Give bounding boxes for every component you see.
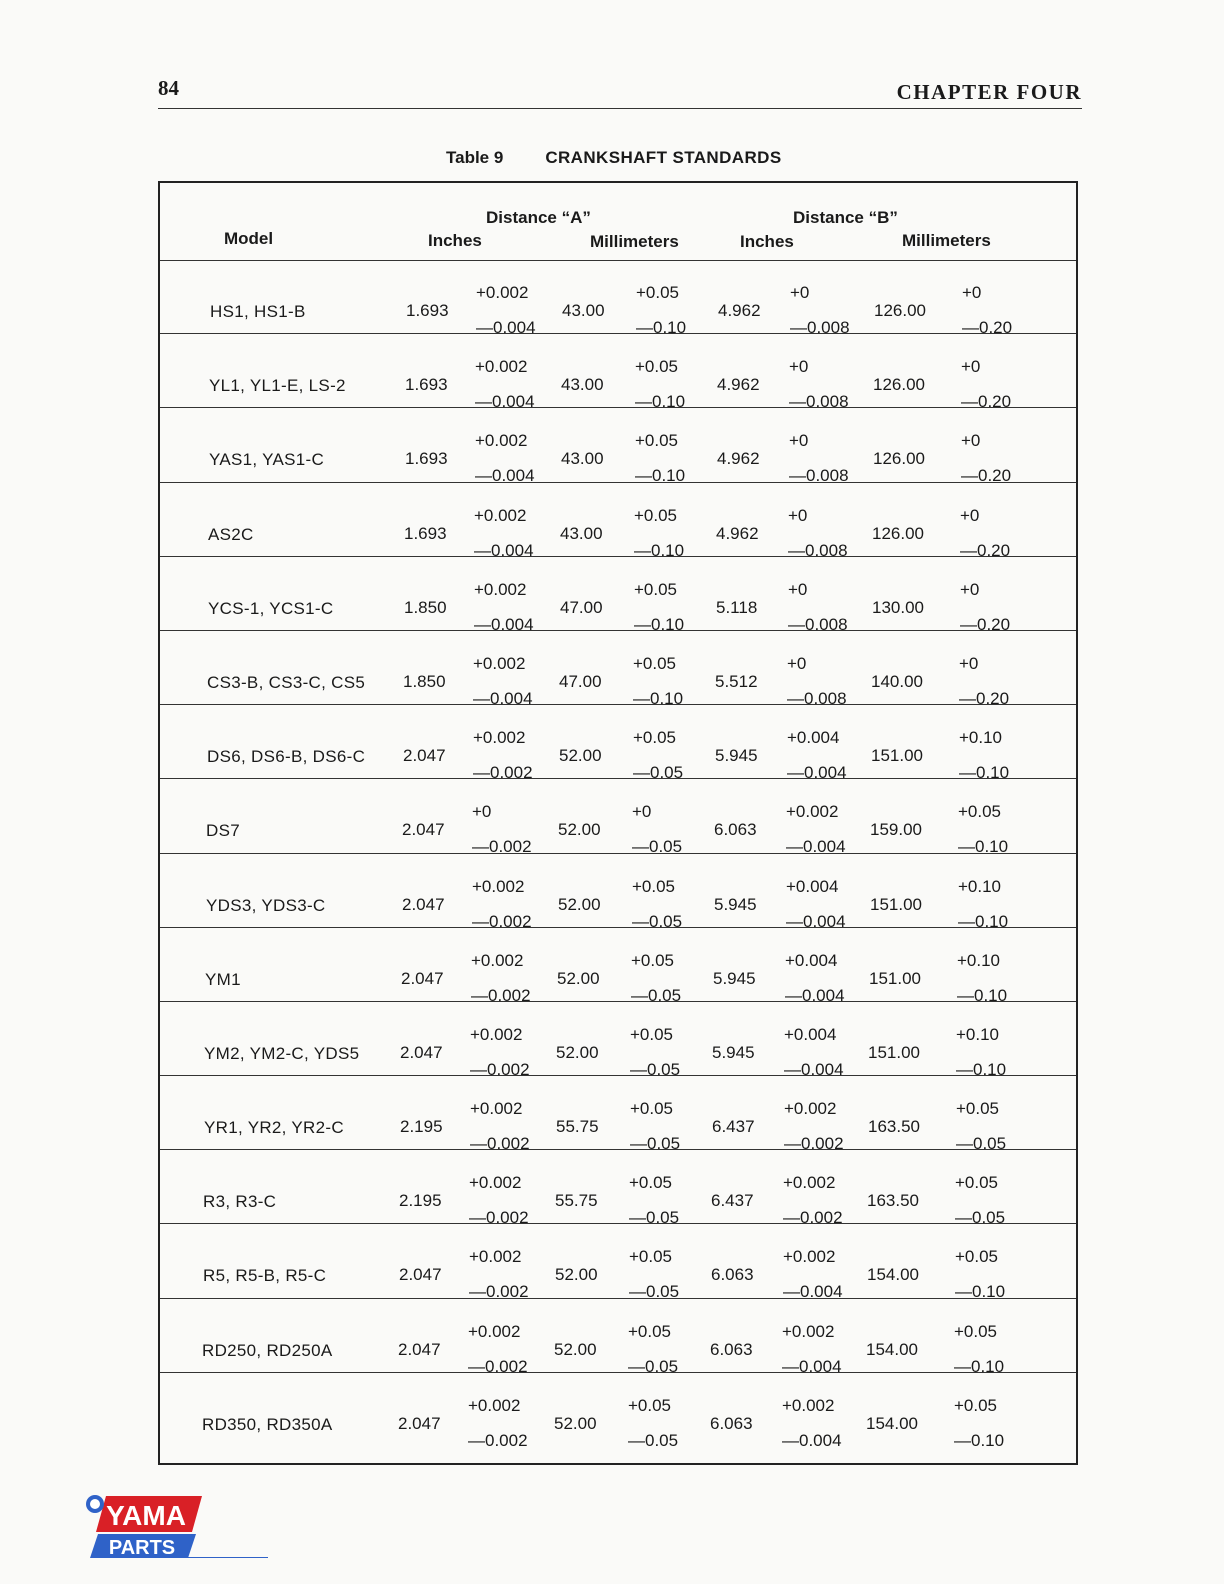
cell-b-inches-minus-tol: —0.004 <box>785 985 845 1005</box>
table-row <box>160 408 1076 486</box>
crankshaft-standards-table <box>158 181 1078 1465</box>
cell-b-millimeters-minus-tol: —0.05 <box>956 1134 1007 1154</box>
cell-b-inches: 6.437 <box>712 1117 755 1137</box>
cell-b-inches-minus-tol: —0.008 <box>789 466 849 486</box>
cell-b-millimeters: 126.00 <box>873 375 925 395</box>
cell-b-inches: 5.512 <box>715 671 758 691</box>
cell-a-millimeters-plus-tol: +0.05 <box>630 1099 674 1119</box>
cell-a-inches-plus-tol: +0.002 <box>469 1247 522 1267</box>
cell-a-inches-plus-tol: +0.002 <box>472 876 525 896</box>
cell-b-inches-plus-tol: +0 <box>790 283 810 302</box>
cell-a-inches: 2.195 <box>399 1191 442 1211</box>
table-caption <box>446 148 782 168</box>
cell-b-inches-minus-tol: —0.008 <box>788 540 848 560</box>
cell-a-inches-minus-tol: —0.002 <box>468 1356 528 1376</box>
cell-a-inches-minus-tol: —0.002 <box>469 1208 529 1228</box>
cell-b-millimeters: 126.00 <box>873 449 925 469</box>
cell-b-millimeters-plus-tol: +0 <box>960 505 980 525</box>
cell-b-inches-plus-tol: +0 <box>788 579 808 599</box>
cell-b-millimeters-minus-tol: —0.20 <box>962 318 1013 337</box>
cell-a-millimeters-plus-tol: +0.05 <box>636 283 680 302</box>
table-row <box>160 1373 1076 1450</box>
cell-a-inches-plus-tol: +0.002 <box>476 283 529 302</box>
cell-a-inches-minus-tol: —0.004 <box>474 540 534 560</box>
cell-model: YDS3, YDS3-C <box>206 895 326 915</box>
cell-a-inches-plus-tol: +0.002 <box>468 1321 521 1341</box>
cell-b-inches-plus-tol: +0.002 <box>784 1099 837 1119</box>
cell-model: YM2, YM2-C, YDS5 <box>204 1043 360 1063</box>
cell-b-inches-minus-tol: —0.002 <box>783 1208 843 1228</box>
cell-a-millimeters: 52.00 <box>557 968 600 988</box>
header-a-millimeters: Millimeters <box>590 232 679 251</box>
cell-model: HS1, HS1-B <box>210 302 306 321</box>
cell-model: YL1, YL1-E, LS-2 <box>209 376 346 396</box>
cell-b-inches: 5.118 <box>716 597 758 617</box>
cell-b-inches-minus-tol: —0.004 <box>783 1282 843 1302</box>
cell-a-millimeters: 52.00 <box>554 1413 597 1433</box>
cell-b-inches: 6.437 <box>711 1191 754 1211</box>
cell-a-inches-minus-tol: —0.002 <box>472 837 532 857</box>
cell-b-inches-minus-tol: —0.004 <box>782 1430 842 1450</box>
table-row <box>160 1299 1076 1376</box>
logo-underline <box>96 1557 268 1558</box>
cell-a-millimeters-plus-tol: +0.05 <box>634 505 678 525</box>
cell-b-millimeters-plus-tol: +0.10 <box>959 728 1003 748</box>
header-rule <box>158 108 1082 109</box>
table-row <box>160 483 1076 560</box>
cell-a-millimeters: 43.00 <box>560 523 603 543</box>
cell-model: YCS-1, YCS1-C <box>208 598 334 618</box>
cell-b-millimeters-plus-tol: +0 <box>960 579 980 599</box>
logo-yama-text: YAMA <box>106 1500 186 1531</box>
cell-model: CS3-B, CS3-C, CS5 <box>207 672 366 692</box>
cell-a-inches: 2.047 <box>401 968 444 988</box>
cell-a-millimeters-minus-tol: —0.10 <box>635 466 686 486</box>
cell-a-inches: 1.693 <box>404 523 447 543</box>
cell-b-millimeters-minus-tol: —0.20 <box>960 614 1011 634</box>
header-distance-a: Distance “A” <box>486 208 591 227</box>
cell-b-millimeters-minus-tol: —0.20 <box>961 392 1012 412</box>
table-row <box>160 557 1076 634</box>
cell-a-millimeters-plus-tol: +0.05 <box>628 1395 672 1415</box>
cell-a-inches-plus-tol: +0.002 <box>470 1024 523 1044</box>
cell-b-millimeters-minus-tol: —0.20 <box>959 688 1010 708</box>
cell-b-inches-plus-tol: +0.002 <box>782 1321 835 1341</box>
cell-b-millimeters-plus-tol: +0.05 <box>958 802 1002 822</box>
cell-a-millimeters-minus-tol: —0.05 <box>633 763 684 783</box>
cell-b-inches-plus-tol: +0 <box>787 653 807 673</box>
cell-b-inches: 5.945 <box>712 1042 755 1062</box>
cell-a-inches: 2.047 <box>402 820 445 840</box>
cell-b-inches: 4.962 <box>717 449 760 469</box>
table-row <box>160 928 1076 1005</box>
cell-b-millimeters: 151.00 <box>868 1042 920 1062</box>
cell-b-millimeters-plus-tol: +0.10 <box>956 1024 1000 1044</box>
header-b-inches: Inches <box>740 232 794 251</box>
cell-a-millimeters-plus-tol: +0.05 <box>632 876 676 896</box>
cell-b-inches: 6.063 <box>711 1265 754 1285</box>
cell-a-millimeters-minus-tol: —0.10 <box>634 540 685 560</box>
cell-model: YM1 <box>205 969 241 989</box>
cell-a-millimeters: 55.75 <box>556 1117 599 1137</box>
cell-b-millimeters: 154.00 <box>866 1339 918 1359</box>
cell-a-millimeters-minus-tol: —0.05 <box>631 985 682 1005</box>
cell-a-millimeters-minus-tol: —0.05 <box>632 911 683 931</box>
cell-a-millimeters-minus-tol: —0.10 <box>634 614 685 634</box>
cell-b-inches-plus-tol: +0.002 <box>783 1247 836 1267</box>
cell-a-millimeters-minus-tol: —0.10 <box>635 392 686 412</box>
cell-b-millimeters: 151.00 <box>870 894 922 914</box>
cell-a-inches-plus-tol: +0.002 <box>470 1099 523 1119</box>
cell-b-millimeters-plus-tol: +0 <box>961 357 981 377</box>
cell-b-millimeters-plus-tol: +0.05 <box>955 1247 999 1267</box>
cell-b-millimeters-plus-tol: +0 <box>959 653 979 673</box>
cell-a-millimeters-minus-tol: —0.05 <box>628 1430 679 1450</box>
cell-b-inches-plus-tol: +0 <box>788 505 808 525</box>
cell-a-millimeters-plus-tol: +0.05 <box>635 431 679 451</box>
cell-a-inches: 1.850 <box>404 597 447 617</box>
table-row <box>160 1002 1076 1079</box>
cell-a-millimeters-plus-tol: +0.05 <box>629 1173 673 1193</box>
cell-a-inches-plus-tol: +0.002 <box>474 505 527 525</box>
cell-b-inches-plus-tol: +0.004 <box>787 728 840 748</box>
cell-b-inches: 4.962 <box>717 375 760 395</box>
cell-b-millimeters: 126.00 <box>874 301 926 320</box>
table-row <box>160 334 1076 412</box>
cell-b-inches-minus-tol: —0.008 <box>788 614 848 634</box>
cell-a-millimeters: 52.00 <box>559 746 602 766</box>
cell-a-millimeters: 43.00 <box>562 301 605 320</box>
cell-model: YR1, YR2, YR2-C <box>204 1118 344 1138</box>
chapter-title: CHAPTER FOUR <box>896 80 1082 104</box>
table-row <box>160 705 1076 783</box>
cell-b-inches-plus-tol: +0.002 <box>783 1173 836 1193</box>
cell-a-inches-minus-tol: —0.002 <box>469 1282 529 1302</box>
cell-b-millimeters-plus-tol: +0.05 <box>954 1395 998 1415</box>
logo-parts-text: PARTS <box>108 1537 176 1559</box>
cell-b-inches-plus-tol: +0.004 <box>785 950 838 970</box>
cell-b-inches-plus-tol: +0 <box>789 357 809 377</box>
cell-a-millimeters-minus-tol: —0.05 <box>630 1134 681 1154</box>
cell-model: DS6, DS6-B, DS6-C <box>207 747 366 767</box>
table-row <box>160 1150 1076 1228</box>
cell-a-millimeters-plus-tol: +0.05 <box>633 728 677 748</box>
table-row <box>160 779 1076 857</box>
cell-a-inches-minus-tol: —0.002 <box>473 763 533 783</box>
cell-b-millimeters-minus-tol: —0.10 <box>956 1059 1007 1079</box>
header-a-inches: Inches <box>428 231 482 250</box>
cell-a-inches-minus-tol: —0.004 <box>475 392 535 412</box>
cell-b-millimeters: 163.50 <box>867 1191 919 1211</box>
table-title: CRANKSHAFT STANDARDS <box>545 148 782 167</box>
cell-a-inches-plus-tol: +0.002 <box>473 653 526 673</box>
cell-b-millimeters: 154.00 <box>867 1265 919 1285</box>
cell-b-inches-minus-tol: —0.008 <box>789 392 849 412</box>
cell-b-millimeters-minus-tol: —0.10 <box>954 1430 1005 1450</box>
cell-a-millimeters-plus-tol: +0.05 <box>629 1247 673 1267</box>
header-distance-b: Distance “B” <box>793 208 898 227</box>
cell-model: RD350, RD350A <box>202 1414 333 1434</box>
cell-a-inches: 1.693 <box>405 375 448 395</box>
cell-a-millimeters: 52.00 <box>554 1339 597 1359</box>
cell-a-millimeters-plus-tol: +0.05 <box>635 357 679 377</box>
cell-b-inches-minus-tol: —0.004 <box>787 763 847 783</box>
cell-a-millimeters-minus-tol: —0.05 <box>632 837 683 857</box>
page-number: 84 <box>158 76 179 100</box>
cell-model: RD250, RD250A <box>202 1340 333 1360</box>
yamaparts-logo <box>84 1492 268 1562</box>
cell-a-millimeters-plus-tol: +0 <box>632 802 652 822</box>
header-b-millimeters: Millimeters <box>902 231 991 250</box>
cell-b-inches-plus-tol: +0.004 <box>786 876 839 896</box>
cell-b-millimeters-minus-tol: —0.10 <box>957 985 1008 1005</box>
cell-a-inches-plus-tol: +0.002 <box>469 1173 522 1193</box>
table-body <box>160 260 1076 1463</box>
cell-a-millimeters: 52.00 <box>558 894 601 914</box>
cell-b-inches-minus-tol: —0.004 <box>782 1356 842 1376</box>
cell-b-inches: 4.962 <box>718 301 761 320</box>
cell-a-inches-plus-tol: +0 <box>472 802 492 822</box>
cell-b-inches: 4.962 <box>716 523 759 543</box>
cell-a-inches: 2.047 <box>398 1339 441 1359</box>
cell-b-millimeters-plus-tol: +0.05 <box>955 1173 999 1193</box>
cell-b-millimeters-minus-tol: —0.10 <box>955 1282 1006 1302</box>
cell-a-inches-minus-tol: —0.002 <box>470 1134 530 1154</box>
table-label: Table 9 <box>446 148 504 167</box>
cell-a-inches: 2.195 <box>400 1117 443 1137</box>
cell-b-inches-minus-tol: —0.004 <box>786 837 846 857</box>
cell-a-inches: 1.850 <box>403 671 446 691</box>
cell-b-millimeters-plus-tol: +0.05 <box>954 1321 998 1341</box>
cell-a-millimeters-plus-tol: +0.05 <box>633 653 677 673</box>
cell-model: AS2C <box>208 524 254 544</box>
cell-b-millimeters-minus-tol: —0.10 <box>958 911 1009 931</box>
table-row <box>160 1224 1076 1302</box>
cell-b-millimeters-minus-tol: —0.10 <box>958 837 1009 857</box>
table-row <box>160 854 1076 931</box>
cell-model: DS7 <box>206 821 240 841</box>
cell-a-millimeters: 47.00 <box>560 597 603 617</box>
cell-b-inches: 5.945 <box>715 746 758 766</box>
cell-a-millimeters-plus-tol: +0.05 <box>634 579 678 599</box>
cell-a-millimeters-plus-tol: +0.05 <box>630 1024 674 1044</box>
cell-a-millimeters-plus-tol: +0.05 <box>631 950 675 970</box>
cell-b-millimeters: 151.00 <box>871 746 923 766</box>
cell-a-inches-minus-tol: —0.002 <box>468 1430 528 1450</box>
cell-b-millimeters: 163.50 <box>868 1117 920 1137</box>
cell-b-inches-minus-tol: —0.008 <box>787 688 847 708</box>
table-row <box>160 1076 1076 1154</box>
cell-a-inches-plus-tol: +0.002 <box>471 950 524 970</box>
cell-a-inches: 2.047 <box>400 1042 443 1062</box>
cell-b-inches-plus-tol: +0.002 <box>782 1395 835 1415</box>
cell-a-inches: 1.693 <box>406 301 449 320</box>
cell-a-inches: 2.047 <box>403 746 446 766</box>
cell-a-inches-plus-tol: +0.002 <box>473 728 526 748</box>
cell-b-millimeters: 130.00 <box>872 597 924 617</box>
cell-b-millimeters-plus-tol: +0 <box>961 431 981 451</box>
cell-b-inches-plus-tol: +0.002 <box>786 802 839 822</box>
cell-b-inches: 6.063 <box>714 820 757 840</box>
cell-a-inches-plus-tol: +0.002 <box>468 1395 521 1415</box>
cell-b-millimeters-minus-tol: —0.20 <box>961 466 1012 486</box>
cell-a-inches-minus-tol: —0.002 <box>471 985 531 1005</box>
cell-a-inches: 2.047 <box>398 1413 441 1433</box>
cell-a-millimeters: 52.00 <box>558 820 601 840</box>
cell-a-inches: 2.047 <box>402 894 445 914</box>
cell-a-millimeters: 52.00 <box>555 1265 598 1285</box>
cell-b-inches: 5.945 <box>714 894 757 914</box>
cell-model: R5, R5-B, R5-C <box>203 1266 327 1286</box>
cell-b-inches: 6.063 <box>710 1339 753 1359</box>
cell-a-inches: 2.047 <box>399 1265 442 1285</box>
cell-model: YAS1, YAS1-C <box>209 450 325 470</box>
header-model: Model <box>224 229 274 248</box>
cell-a-inches: 1.693 <box>405 449 448 469</box>
cell-b-inches-minus-tol: —0.004 <box>784 1059 844 1079</box>
cell-a-inches-minus-tol: —0.002 <box>470 1059 530 1079</box>
cell-b-inches: 6.063 <box>710 1413 753 1433</box>
cell-model: R3, R3-C <box>203 1192 277 1212</box>
cell-a-millimeters-minus-tol: —0.05 <box>629 1282 680 1302</box>
cell-a-millimeters: 43.00 <box>561 375 604 395</box>
cell-a-inches-plus-tol: +0.002 <box>474 579 527 599</box>
cell-b-millimeters: 151.00 <box>869 968 921 988</box>
cell-b-millimeters-minus-tol: —0.10 <box>959 763 1010 783</box>
cell-b-inches-minus-tol: —0.004 <box>786 911 846 931</box>
cell-b-millimeters-plus-tol: +0.10 <box>957 950 1001 970</box>
cell-b-millimeters: 154.00 <box>866 1413 918 1433</box>
cell-a-millimeters: 43.00 <box>561 449 604 469</box>
cell-b-millimeters-plus-tol: +0 <box>962 283 982 302</box>
cell-b-millimeters: 140.00 <box>871 671 923 691</box>
cell-a-inches-minus-tol: —0.004 <box>474 614 534 634</box>
cell-b-inches-minus-tol: —0.002 <box>784 1134 844 1154</box>
cell-a-millimeters-minus-tol: —0.05 <box>628 1356 679 1376</box>
cell-b-millimeters-minus-tol: —0.20 <box>960 540 1011 560</box>
cell-b-inches-minus-tol: —0.008 <box>790 318 850 337</box>
cell-a-millimeters-minus-tol: —0.05 <box>629 1208 680 1228</box>
cell-a-millimeters: 55.75 <box>555 1191 598 1211</box>
cell-a-millimeters: 52.00 <box>556 1042 599 1062</box>
cell-a-inches-minus-tol: —0.002 <box>472 911 532 931</box>
cell-b-millimeters-plus-tol: +0.10 <box>958 876 1002 896</box>
cell-a-inches-minus-tol: —0.004 <box>473 688 533 708</box>
cell-b-inches: 5.945 <box>713 968 756 988</box>
table-row <box>160 631 1076 708</box>
cell-a-millimeters-plus-tol: +0.05 <box>628 1321 672 1341</box>
cell-b-millimeters-plus-tol: +0.05 <box>956 1099 1000 1119</box>
cell-a-millimeters-minus-tol: —0.10 <box>636 318 687 337</box>
cell-a-inches-minus-tol: —0.004 <box>476 318 536 337</box>
cell-b-millimeters-minus-tol: —0.05 <box>955 1208 1006 1228</box>
cell-a-inches-plus-tol: +0.002 <box>475 431 528 451</box>
cell-b-millimeters-minus-tol: —0.10 <box>954 1356 1005 1376</box>
cell-a-millimeters-minus-tol: —0.05 <box>630 1059 681 1079</box>
cell-a-inches-plus-tol: +0.002 <box>475 357 528 377</box>
cell-b-millimeters: 159.00 <box>870 820 922 840</box>
table-header <box>160 183 1076 261</box>
cell-a-millimeters: 47.00 <box>559 671 602 691</box>
cell-b-millimeters: 126.00 <box>872 523 924 543</box>
cell-a-millimeters-minus-tol: —0.10 <box>633 688 684 708</box>
cell-b-inches-plus-tol: +0.004 <box>784 1024 837 1044</box>
cell-a-inches-minus-tol: —0.004 <box>475 466 535 486</box>
table-row <box>160 260 1076 337</box>
cell-b-inches-plus-tol: +0 <box>789 431 809 451</box>
